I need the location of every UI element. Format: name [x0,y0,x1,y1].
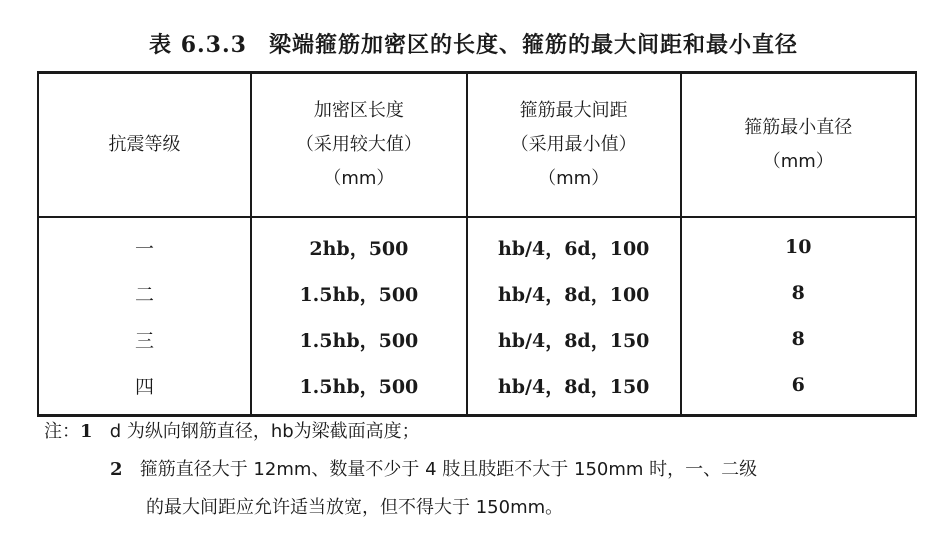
cell-diameter: 8 [681,270,916,316]
cell-length: 2hb，500 [251,217,467,270]
cell-spacing: hb/4，6d，100 [467,217,681,270]
table-caption: 梁端箍筋加密区的长度、箍筋的最大间距和最小直径 [268,33,798,58]
stirrup-table [37,71,917,417]
cell-diameter: 6 [681,362,916,416]
note-text: 箍筋直径大于 12mm、数量不少于 4 肢且肢距不大于 150mm 时，一、二级 [139,459,758,480]
table-number: 表 6.3.3 [149,32,247,58]
cell-diameter: 8 [681,316,916,362]
notes-prefix: 注： [44,421,80,442]
note-number: 1 [80,421,93,442]
header-max-spacing: 箍筋最大间距 （采用最小值） （mm） [467,73,681,218]
table-notes [44,413,917,527]
header-min-diameter: 箍筋最小直径 （mm） [681,73,916,218]
table-row [38,217,916,270]
table-title [0,28,947,59]
header-seismic-grade: 抗震等级 [38,73,251,218]
cell-spacing: hb/4，8d，100 [467,270,681,316]
cell-level: 一 [134,237,154,260]
cell-level: 二 [134,283,154,306]
cell-length: 1.5hb，500 [251,362,467,416]
cell-level: 四 [134,375,154,398]
note-2 [44,451,917,527]
note-1 [44,413,917,451]
table-row [38,316,916,362]
cell-spacing: hb/4，8d，150 [467,362,681,416]
note-number: 2 [110,459,123,480]
cell-level: 三 [134,329,154,352]
cell-length: 1.5hb，500 [251,316,467,362]
note-text: d 为纵向钢筋直径，hb为梁截面高度； [109,421,420,442]
cell-spacing: hb/4，8d，150 [467,316,681,362]
header-row [38,73,916,218]
table-row [38,270,916,316]
table-row [38,362,916,416]
note-text-continued: 的最大间距应允许适当放宽，但不得大于 150mm。 [146,497,564,518]
header-dense-zone-length: 加密区长度 （采用较大值） （mm） [251,73,467,218]
cell-diameter: 10 [681,217,916,270]
cell-length: 1.5hb，500 [251,270,467,316]
